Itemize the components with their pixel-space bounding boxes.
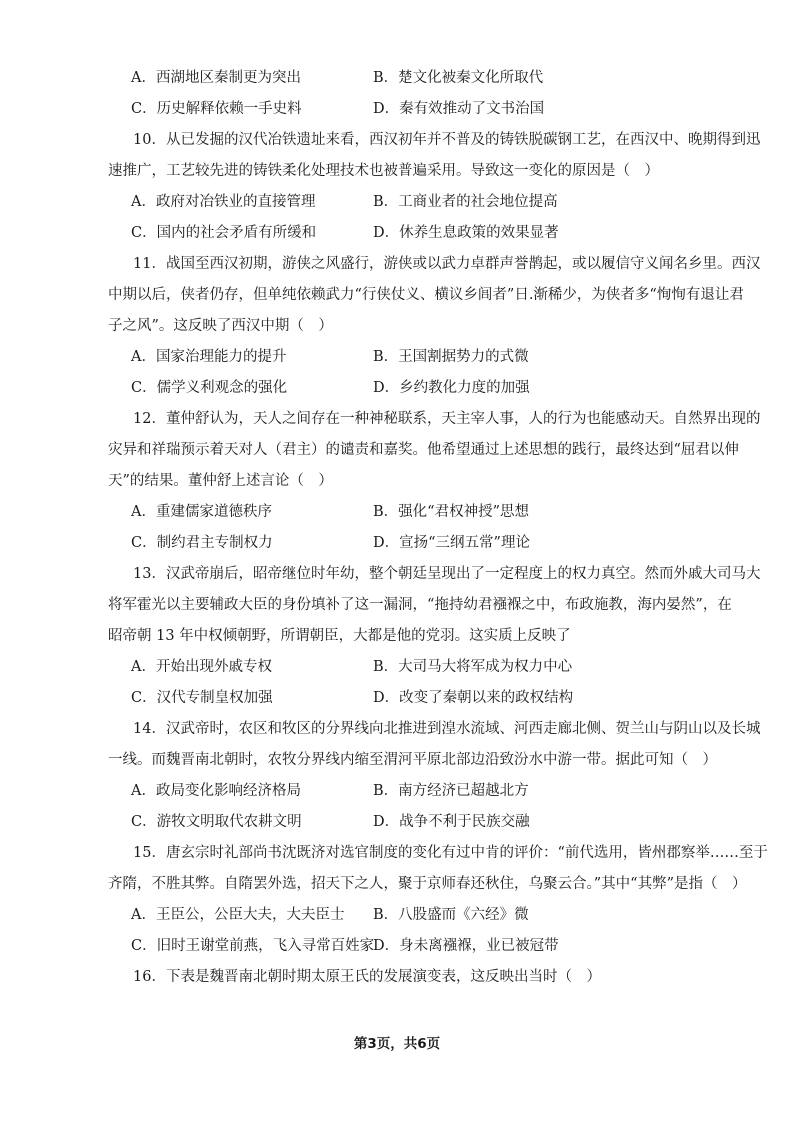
q10-option-a: A．政府对冶铁业的直接管理 [131, 194, 316, 210]
q11-option-d: D．乡约教化力度的加强 [373, 380, 530, 396]
q13-stem-line-3: 昭帝朝 13 年中权倾朝野，所谓朝臣，大都是他的党羽。这实质上反映了 [108, 628, 571, 644]
q9-option-d: D．秦有效推动了文书治国 [373, 101, 545, 117]
q11-option-a: A．国家治理能力的提升 [131, 349, 287, 365]
q12-stem-line-3: 天”的结果。董仲舒上述言论（ ） [108, 473, 333, 489]
q10-stem-line-1: 10．从已发掘的汉代冶铁遗址来看，西汉初年并不普及的铸铁脱碳钢工艺，在西汉中、晚期得到迅 [133, 132, 761, 148]
q9-option-a: A．西湖地区秦制更为突出 [131, 70, 301, 86]
q13-stem-line-1: 13．汉武帝崩后，昭帝继位时年幼，整个朝廷呈现出了一定程度上的权力真空。然而外戚大司马大 [133, 566, 761, 582]
q15-option-b: B．八股盛而《六经》微 [373, 907, 529, 923]
q10-option-b: B．工商业者的社会地位提高 [373, 194, 558, 210]
q13-option-b: B．大司马大将军成为权力中心 [373, 659, 573, 675]
q15-option-c: C．旧时王谢堂前燕，飞入寻常百姓家 [131, 938, 375, 954]
q13-option-c: C．汉代专制皇权加强 [131, 690, 273, 706]
q12-option-c: C．制约君主专制权力 [131, 535, 273, 551]
q14-option-d: D．战争不利于民族交融 [373, 814, 530, 830]
q12-option-b: B．强化“君权神授”思想 [373, 504, 529, 520]
q11-stem-line-3: 子之风”。这反映了西汉中期（ ） [108, 318, 333, 334]
q14-option-b: B．南方经济已超越北方 [373, 783, 529, 799]
q16-stem-line-1: 16．下表是魏晋南北朝时期太原王氏的发展演变表，这反映出当时（ ） [133, 969, 601, 985]
q14-stem-line-2: 一线。而魏晋南北朝时，农牧分界线内缩至渭河平原北部边沿致汾水中游一带。据此可知（ ） [108, 752, 717, 768]
q15-option-d: D．身未离襁褓，业已被冠带 [373, 938, 559, 954]
q10-option-d: D．休养生息政策的效果显著 [373, 225, 559, 241]
q11-stem-line-1: 11．战国至西汉初期，游侠之风盛行，游侠或以武力卓群声誉鹊起，或以履信守义闻名乡里。西汉 [133, 256, 761, 272]
q12-stem-line-1: 12．董仲舒认为，天人之间存在一种神秘联系，天主宰人事，人的行为也能感动天。自然界出现的 [133, 411, 761, 427]
q13-option-a: A．开始出现外戚专权 [131, 659, 272, 675]
q13-stem-line-2: 将军霍光以主要辅政大臣的身份填补了这一漏洞，“拖持幼君襁褓之中，布政施教，海内晏然”，在 [108, 597, 732, 613]
q14-option-a: A．政局变化影响经济格局 [131, 783, 301, 799]
q10-stem-line-2: 速推广，工艺较先进的铸铁柔化处理技术也被普遍采用。导致这一变化的原因是（ ） [108, 163, 659, 179]
q15-stem-line-2: 齐隋，不胜其弊。自隋罢外选，招天下之人，聚于京师春还秋住，乌聚云合。”其中“其弊”是指（ ） [108, 876, 747, 892]
q12-option-d: D．宣扬“三纲五常”理论 [373, 535, 530, 551]
q14-option-c: C．游牧文明取代农耕文明 [131, 814, 302, 830]
q9-option-c: C．历史解释依赖一手史料 [131, 101, 302, 117]
q11-option-b: B．王国割据势力的式微 [373, 349, 529, 365]
q14-stem-line-1: 14．汉武帝时，农区和牧区的分界线向北推进到湟水流域、河西走廊北侧、贺兰山与阴山以及长城 [133, 721, 761, 737]
q11-stem-line-2: 中期以后，侠者仍存，但单纯依赖武力“行侠仗义、横议乡闾者”日.渐稀少，为侠者多“恂恂有退让君 [108, 287, 744, 303]
q12-option-a: A．重建儒家道德秩序 [131, 504, 272, 520]
q10-option-c: C．国内的社会矛盾有所缓和 [131, 225, 317, 241]
q11-option-c: C．儒学义利观念的强化 [131, 380, 288, 396]
q15-option-a: A．王臣公，公臣大夫，大夫臣士 [131, 907, 345, 923]
q9-option-b: B．楚文化被秦文化所取代 [373, 70, 544, 86]
q15-stem-line-1: 15．唐玄宗时礼部尚书沈既济对选官制度的变化有过中肯的评价：“前代选用，皆州郡察举……至于 [133, 845, 768, 861]
q13-option-d: D．改变了秦朝以来的政权结构 [373, 690, 574, 706]
page-number-footer: 第3页，共6页 [353, 1036, 441, 1052]
q12-stem-line-2: 灾异和祥瑞预示着天对人（君主）的谴责和嘉奖。他希望通过上述思想的践行，最终达到“屈君以伸 [108, 442, 739, 458]
